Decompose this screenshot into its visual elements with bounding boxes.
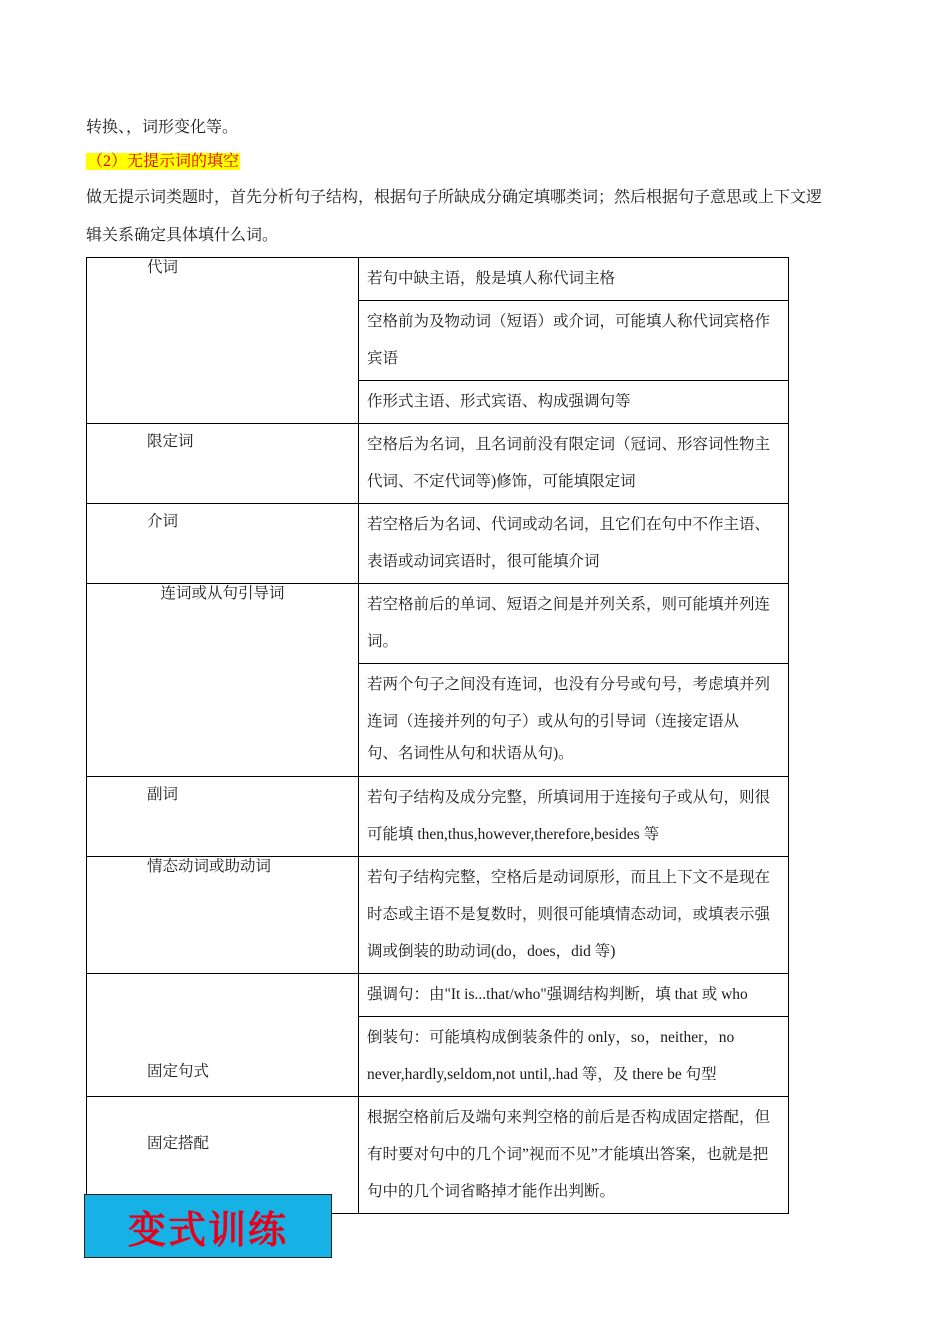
category-cell (87, 777, 359, 857)
rule-text: 若句子结构完整，空格后是动词原形，而且上下文不是现在时态或主语不是复数时，则很可能填情态动词，或填表示强调或倒装的助动词(do，does，did 等) (367, 869, 771, 960)
rule-cell (359, 301, 789, 381)
rule-cell (359, 777, 789, 857)
rule-text-continued: 句、名词性从句和状语从句)。 (367, 745, 574, 762)
table-row (87, 974, 789, 1017)
rule-cell (359, 584, 789, 664)
category-cell (87, 584, 359, 777)
rule-cell (359, 1017, 789, 1097)
category-label-fixed-pattern: 固定句式 (147, 1063, 210, 1080)
table-row (87, 258, 789, 301)
category-cell (87, 258, 359, 424)
table-row (87, 424, 789, 504)
category-label-pronoun: 代词 (147, 259, 179, 276)
category-label-modal: 情态动词或助动词 (147, 858, 272, 875)
rule-text: 空格后为名词，且名词前没有限定词（冠词、形容词性物主代词、不定代词等)修饰，可能填限定词 (367, 436, 771, 490)
rule-text: 倒装句：可能填构成倒装条件的 only，so，neither，no never,hardly,seldom,not until,.had 等，及 there be 句型 (367, 1029, 735, 1083)
rule-cell (359, 504, 789, 584)
category-label-preposition: 介词 (147, 513, 179, 530)
rule-text: 若句中缺主语，般是填人称代词主格 (367, 270, 616, 287)
rule-text: 若句子结构及成分完整，所填词用于连接句子或从句，则很可能填 then,thus,however,therefore,besides 等 (367, 789, 771, 843)
intro-line-1: 转换、，词形变化等。 (86, 119, 239, 136)
variant-training-banner (84, 1194, 332, 1258)
category-cell (87, 424, 359, 504)
category-label-collocation: 固定搭配 (147, 1135, 210, 1152)
table-row (87, 857, 789, 974)
category-cell (87, 504, 359, 584)
table-row (87, 504, 789, 584)
rule-text: 强调句：由"It is...that/who"强调结构判断，填 that 或 who (367, 986, 748, 1003)
category-cell (87, 857, 359, 974)
category-cell (87, 974, 359, 1097)
rule-text: 根据空格前后及端句来判空格的前后是否构成固定搭配，但有时要对句中的几个词”视而不见”才能填出答案，也就是把句中的几个词省略掉才能作出判断。 (367, 1109, 771, 1200)
rule-cell (359, 258, 789, 301)
rule-cell (359, 857, 789, 974)
rule-text: 若空格后为名词、代词或动名词，且它们在句中不作主语、表语或动词宾语时，很可能填介词 (367, 516, 771, 570)
intro-line-2: 做无提示词类题时，首先分析句子结构，根据句子所缺成分确定填哪类词；然后根据句子意思或上下文逻 (86, 189, 823, 206)
rule-cell (359, 381, 789, 424)
word-type-table (86, 257, 789, 1214)
rule-text: 若空格前后的单词、短语之间是并列关系，则可能填并列连词。 (367, 596, 771, 650)
rule-text: 空格前为及物动词（短语）或介词，可能填人称代词宾格作宾语 (367, 313, 771, 367)
rule-cell (359, 664, 789, 777)
section-heading (86, 152, 240, 172)
table-row (87, 777, 789, 857)
category-label-adverb: 副词 (147, 786, 179, 803)
rule-text: 若两个句子之间没有连词，也没有分号或句号，考虑填并列连词（连接并列的句子）或从句的引导词（连接定语从 (367, 676, 771, 730)
category-label-conjunction: 连词或从句引导词 (160, 585, 285, 602)
table-row (87, 584, 789, 664)
rule-cell (359, 424, 789, 504)
banner-label: 变式训练 (127, 1206, 288, 1252)
category-label-determiner: 限定词 (147, 433, 194, 450)
rule-cell (359, 1097, 789, 1214)
rule-cell (359, 974, 789, 1017)
intro-line-3: 辑关系确定具体填什么词。 (86, 227, 279, 244)
section-heading-text: （2）无提示词的填空 (87, 153, 240, 170)
rule-text: 作形式主语、形式宾语、构成强调句等 (367, 393, 631, 410)
